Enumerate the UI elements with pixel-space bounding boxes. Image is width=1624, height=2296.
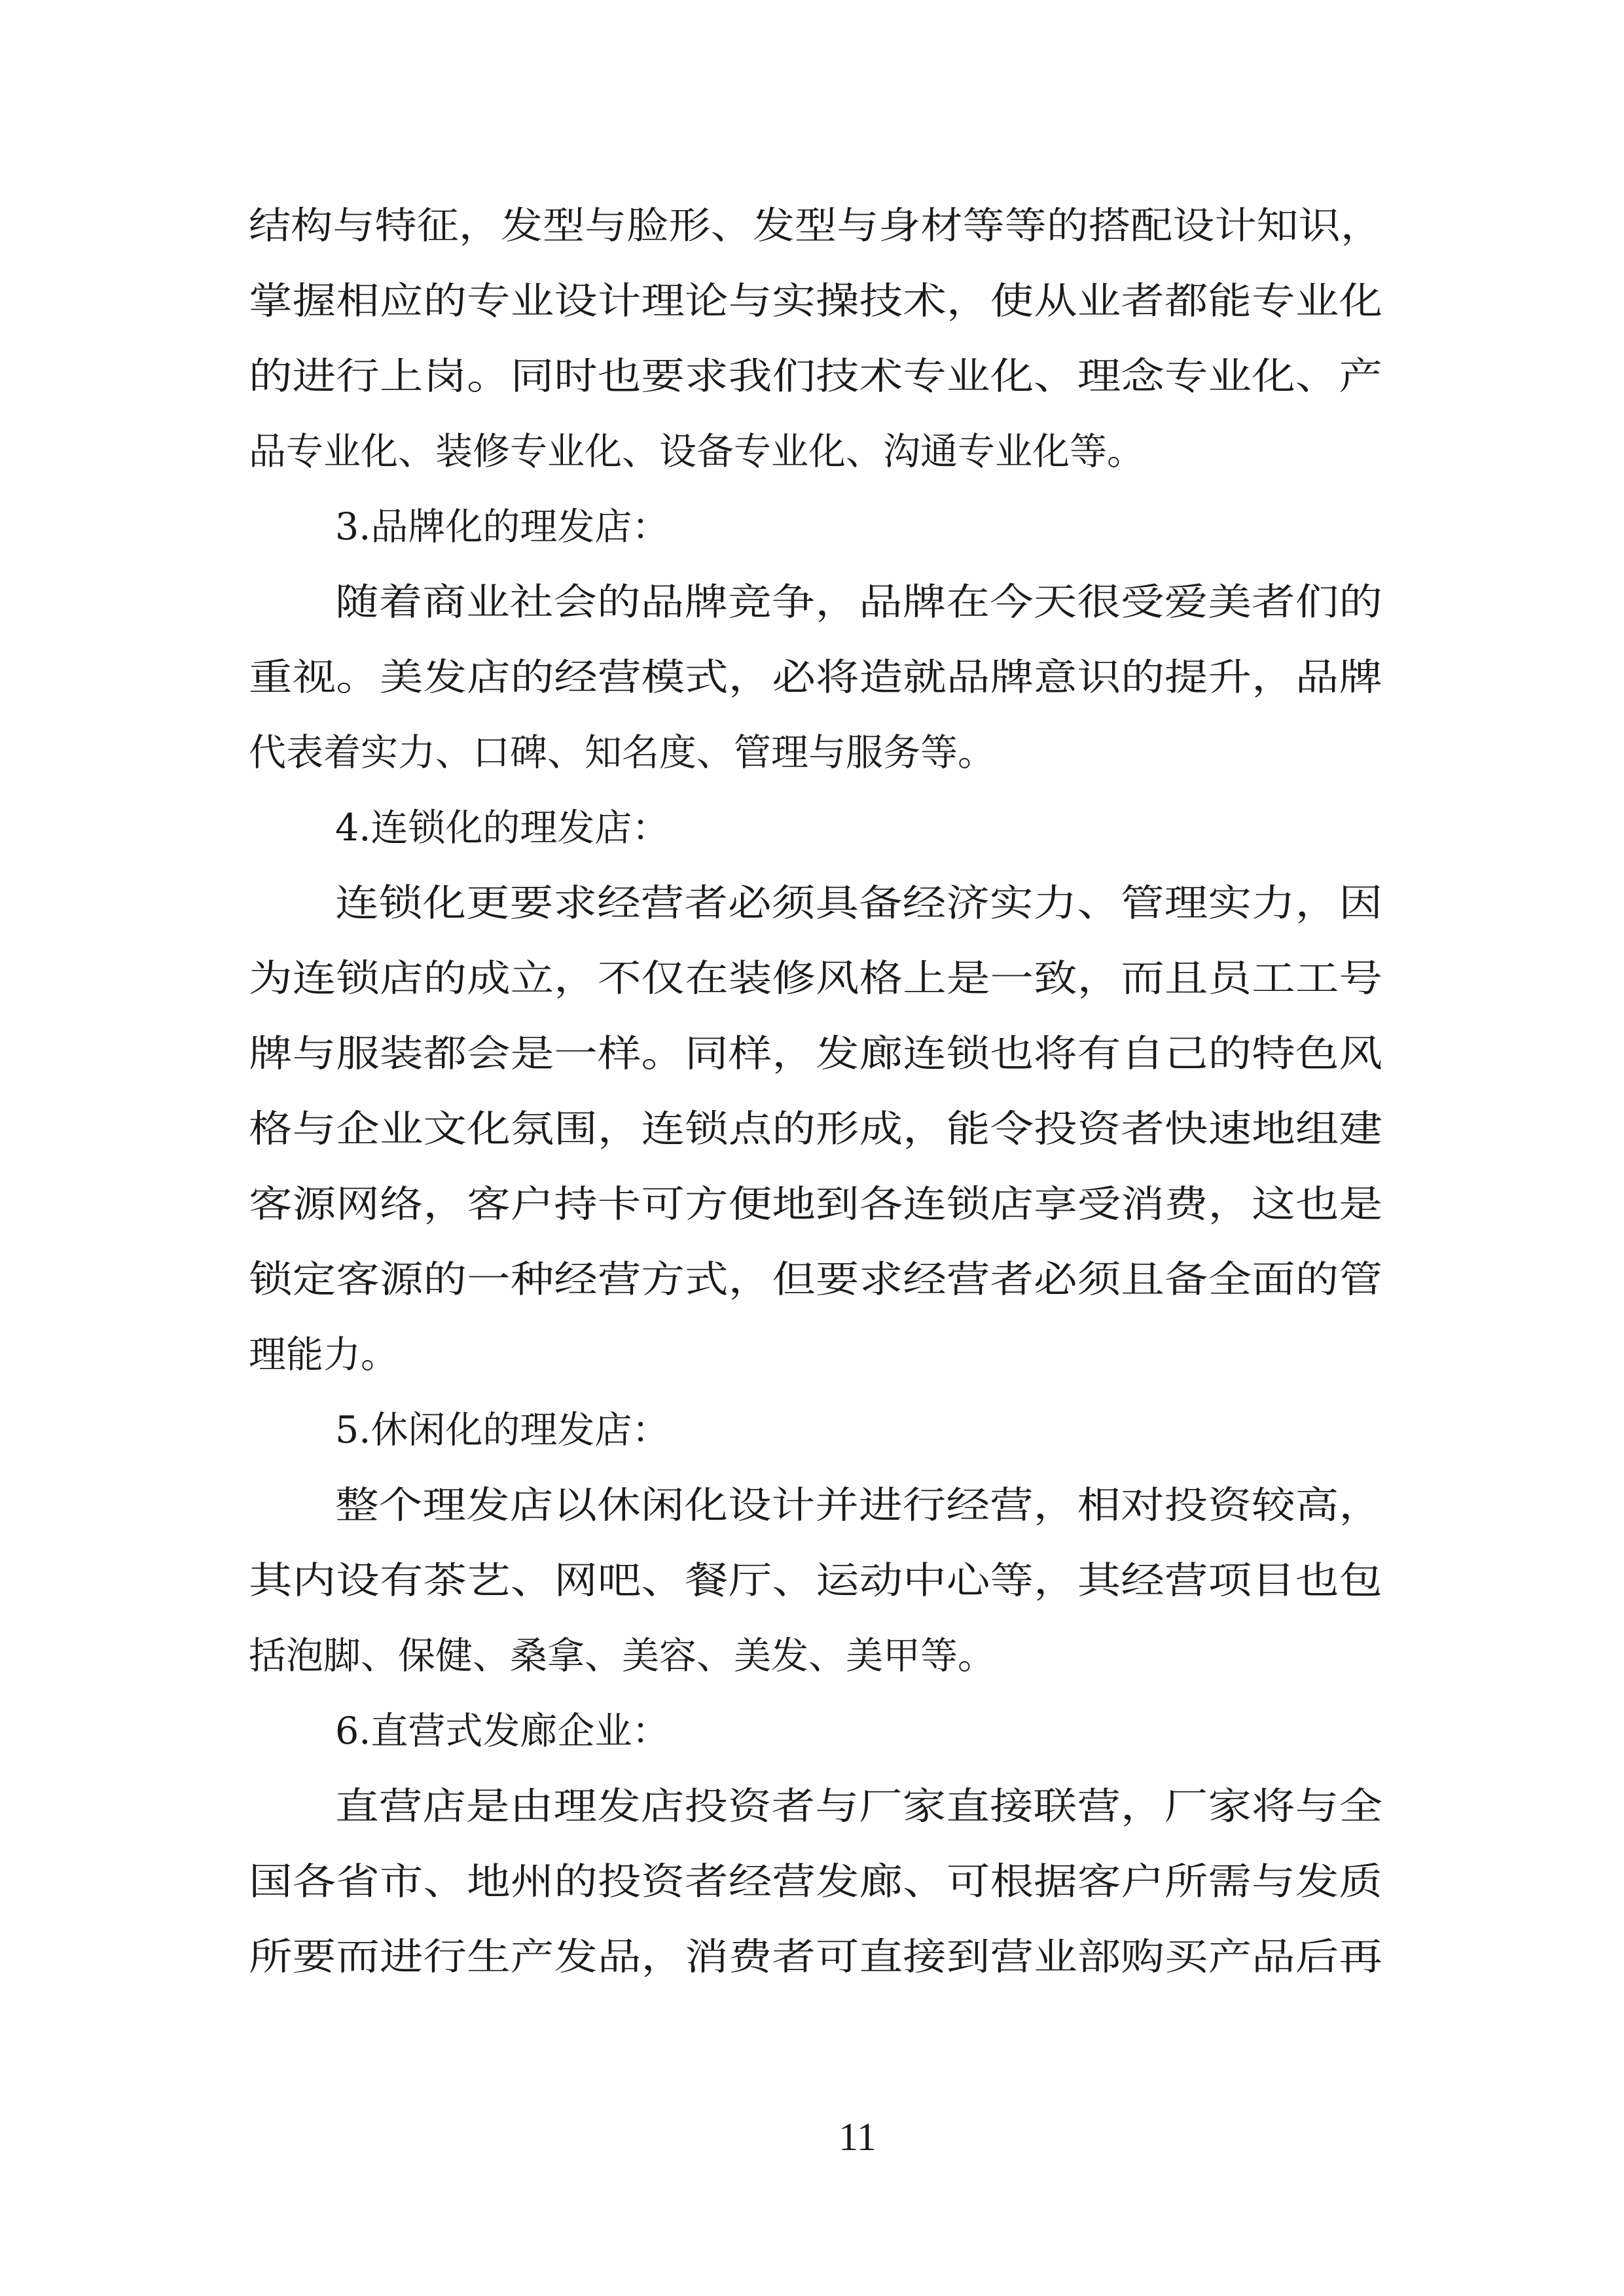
- page-number: 11: [839, 2115, 876, 2159]
- document-page: 结构与特征，发型与脸形、发型与身材等等的搭配设计知识， 掌握相应的专业设计理论与实操技术，使从业者都能专业化 的进行上岗。同时也要求我们技术专业化、理念专业化、产 品专业化、装修专业化、设备专业化、沟通专业化等。 3.品牌化的理发店： 随着商业社会的品牌竞争，品牌在今天很受爱美者们的 重视。美发店的经营模式，必将造就品牌意识的提升，品牌 代表着实力、口碑、知名度、管理与服务等。 4.连锁化的理发店： 连锁化更要求经营者必须具备经济实力、管理实力，因 为连锁店的成立，不仅在装修风格上是一致，而且员工工号 牌与服装都会是一样。同样，发廊连锁也将有自己的特色风 格与企业文化氛围，连锁点的形成，能令投资者快速地组建 客源网络，客户持卡可方便地到各连锁店享受消费，这也是 锁定客源的一种经营方式，但要求经营者必须且备全面的管 理能力。 5.休闲化的理发店： 整个理发店以休闲化设计并进行经营，相对投资较高， 其内设有茶艺、网吧、餐厅、运动中心等，其经营项目也包 括泡脚、保健、桑拿、美容、美发、美甲等。 6.直营式发廊企业： 直营店是由理发店投资者与厂家直接联营，厂家将与全 国各省市、地州的投资者经营发廊、可根据客户所需与发质 所要而进行生产发品，消费者可直接到营业部购买产品后再 11: [0, 0, 1624, 2296]
